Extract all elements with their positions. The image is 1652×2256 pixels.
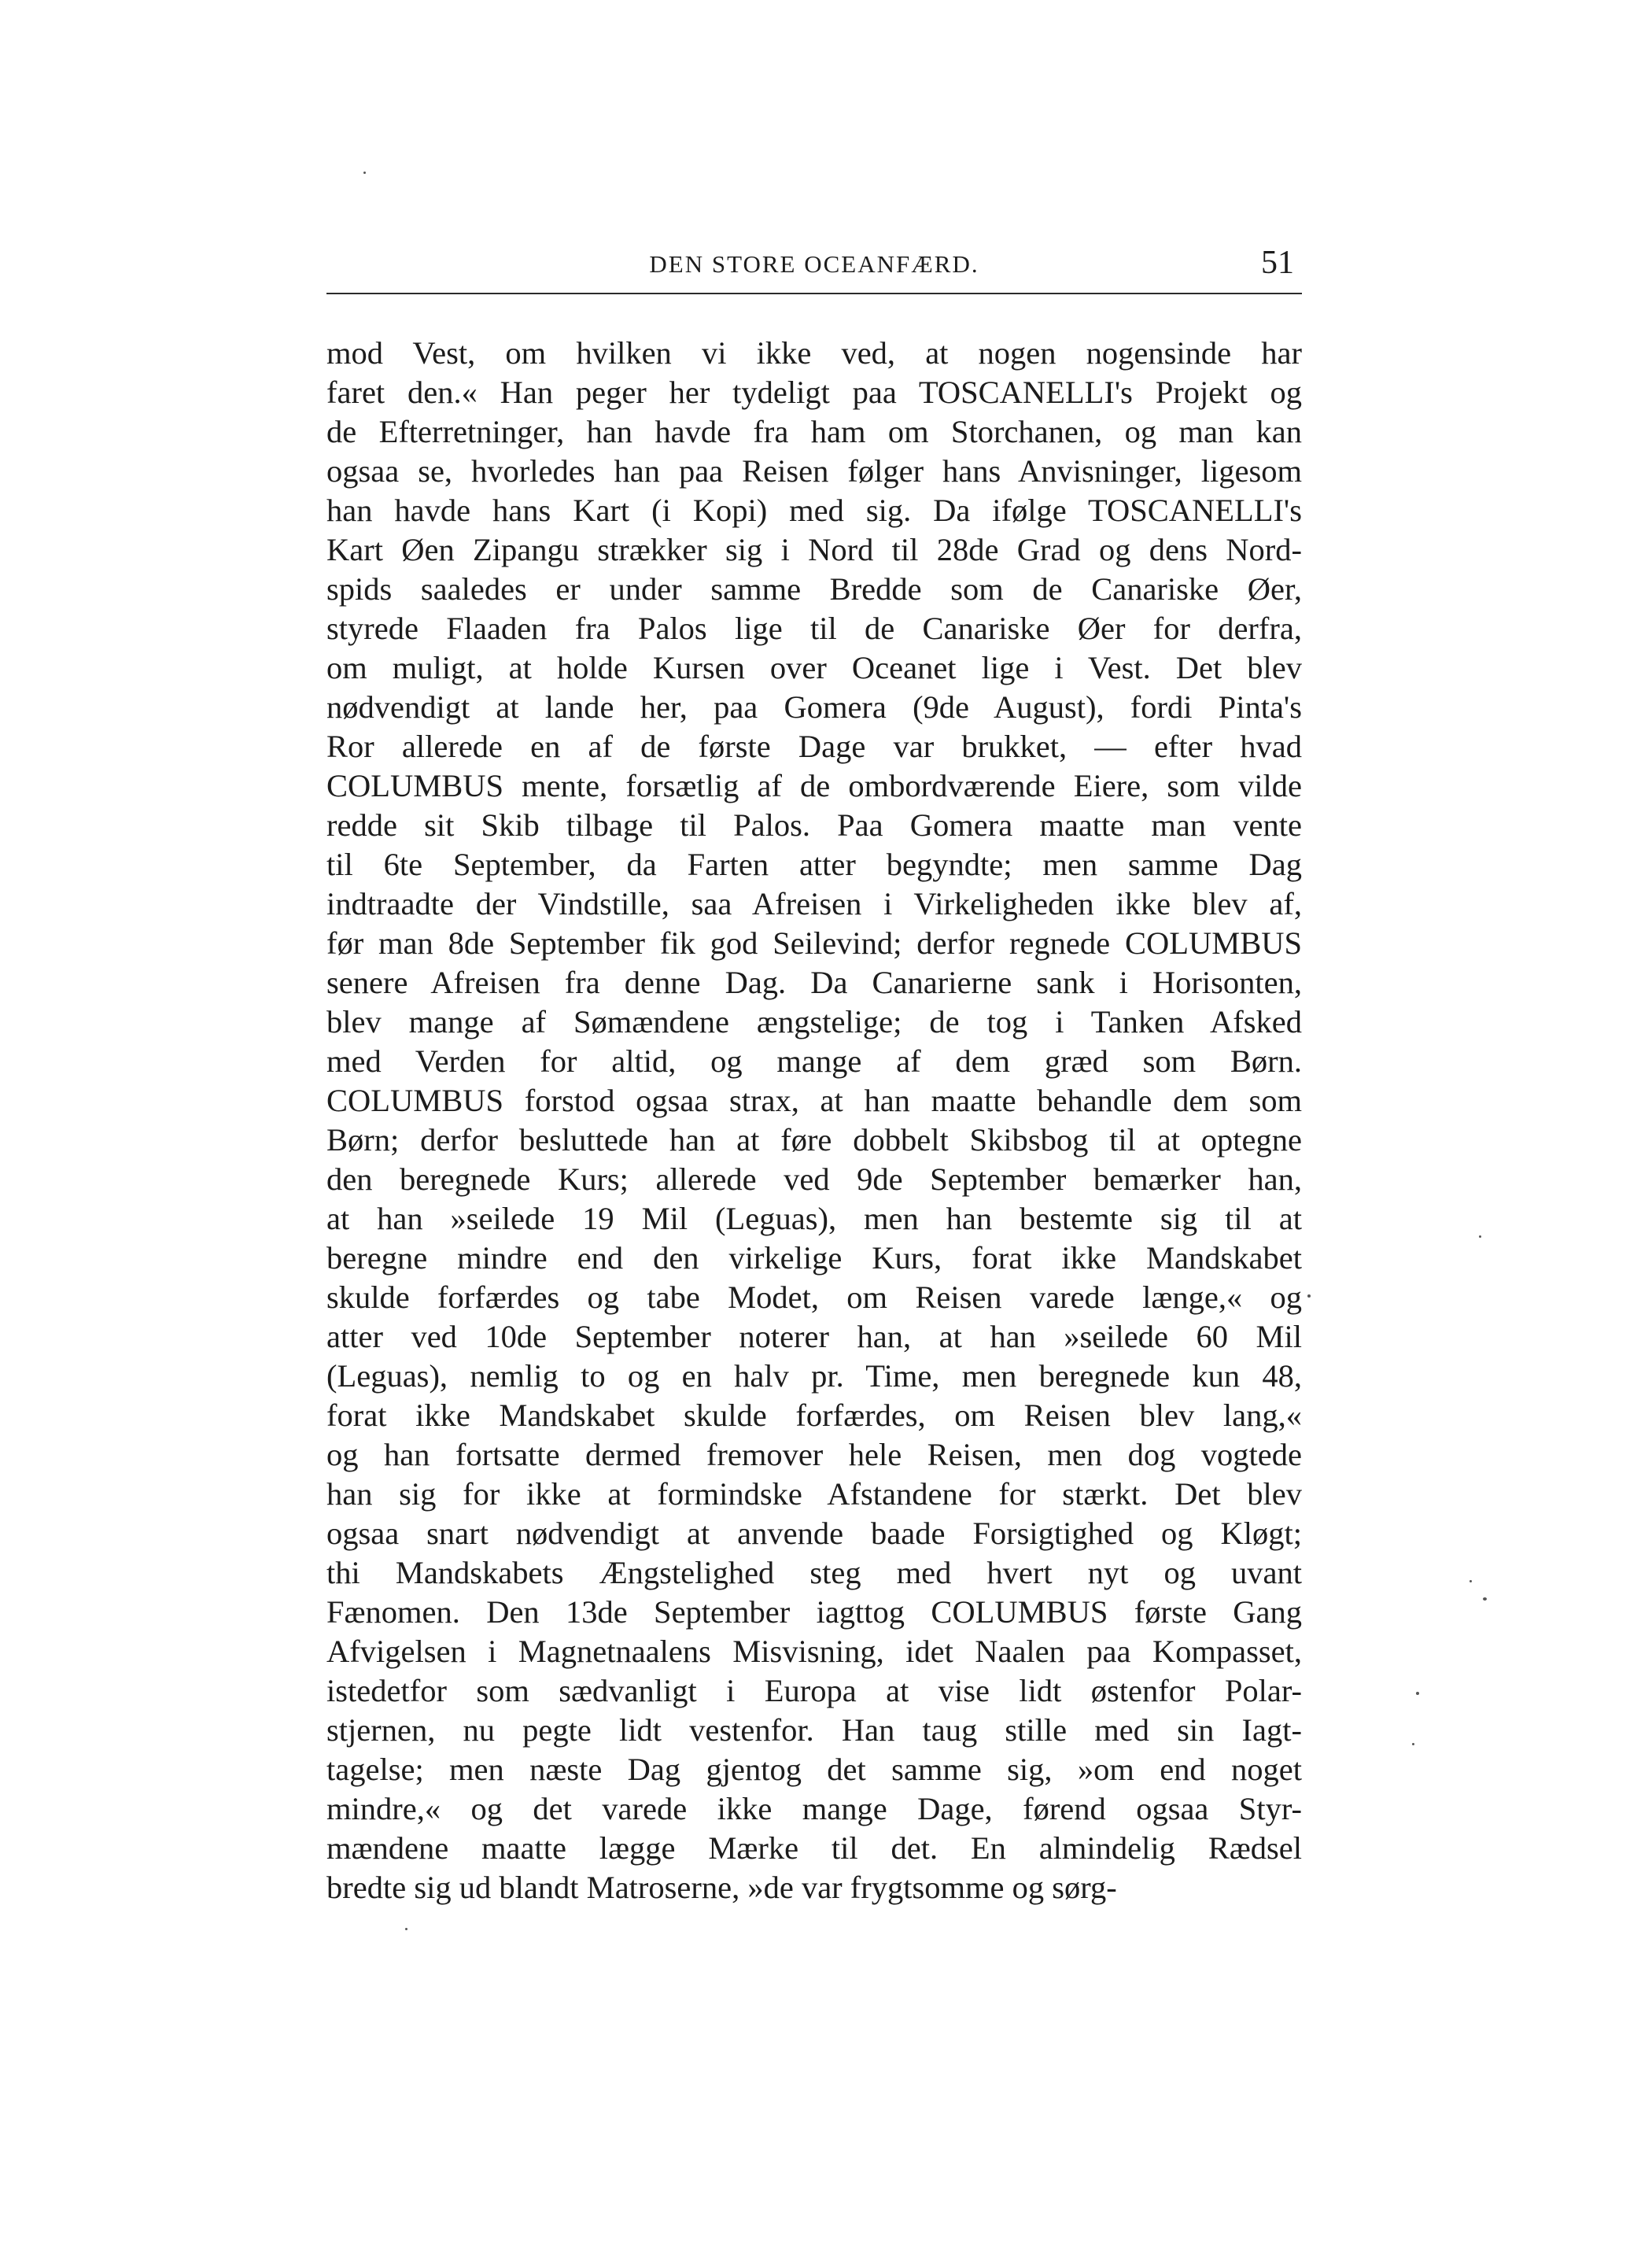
scan-speck [1469,1580,1472,1582]
text-line: mindre,« og det varede ikke mange Dage, førend ogsaa Styr- [326,1791,1302,1826]
scan-speck [1479,1235,1481,1238]
text-line: senere Afreisen fra denne Dag. Da Canarierne sank i Horisonten, [326,965,1302,1000]
page-number: 51 [1261,245,1294,281]
text-line: han sig for ikke at formindske Afstandene for stærkt. Det blev [326,1476,1302,1512]
text-line: med Verden for altid, og mange af dem græd som Børn. [326,1043,1302,1079]
scan-speck [405,1928,407,1930]
text-line: redde sit Skib tilbage til Palos. Paa Gomera maatte man vente [326,807,1302,843]
text-line: blev mange af Sømændene ængstelige; de tog i Tanken Afsked [326,1004,1302,1039]
text-line: ogsaa snart nødvendigt at anvende baade Forsigtighed og Kløgt; [326,1516,1302,1551]
text-line: istedetfor som sædvanligt i Europa at vise lidt østenfor Polar- [326,1673,1302,1708]
text-line: om muligt, at holde Kursen over Oceanet lige i Vest. Det blev [326,650,1302,685]
text-line: Afvigelsen i Magnetnaalens Misvisning, idet Naalen paa Kompasset, [326,1634,1302,1669]
text-line: thi Mandskabets Ængstelighed steg med hvert nyt og uvant [326,1555,1302,1590]
scan-speck [1416,1692,1419,1695]
text-line: Børn; derfor besluttede han at føre dobbelt Skibsbog til at optegne [326,1122,1302,1158]
text-line: Fænomen. Den 13de September iagttog COLUMBUS første Gang [326,1594,1302,1630]
text-line: nødvendigt at lande her, paa Gomera (9de August), fordi Pinta's [326,689,1302,725]
text-line: han havde hans Kart (i Kopi) med sig. Da ifølge TOSCANELLI's [326,493,1302,528]
text-line: at han »seilede 19 Mil (Leguas), men han bestemte sig til at [326,1201,1302,1236]
text-line: bredte sig ud blandt Matroserne, »de var frygtsomme og sørg- [326,1870,1117,1905]
text-line: den beregnede Kurs; allerede ved 9de September bemærker han, [326,1161,1302,1197]
text-line: Kart Øen Zipangu strækker sig i Nord til 28de Grad og dens Nord- [326,532,1302,567]
text-line: mod Vest, om hvilken vi ikke ved, at nogen nogensinde har [326,335,1302,371]
scan-speck [1483,1597,1487,1601]
running-head [326,244,1302,291]
text-line: skulde forfærdes og tabe Modet, om Reisen varede længe,« og [326,1279,1302,1315]
text-line: før man 8de September fik god Seilevind; derfor regnede COLUMBUS [326,925,1302,961]
text-line: spids saaledes er under samme Bredde som de Canariske Øer, [326,571,1302,607]
scan-speck [363,172,366,174]
header-rule [326,293,1302,294]
body-text [326,334,1302,1907]
text-line: styrede Flaaden fra Palos lige til de Canariske Øer for derfra, [326,611,1302,646]
scan-speck [1307,1294,1311,1298]
text-line: indtraadte der Vindstille, saa Afreisen i Virkeligheden ikke blev af, [326,886,1302,921]
text-line: til 6te September, da Farten atter begyndte; men samme Dag [326,847,1302,882]
text-line: (Leguas), nemlig to og en halv pr. Time, men beregnede kun 48, [326,1358,1302,1394]
text-line: stjernen, nu pegte lidt vestenfor. Han taug stille med sin Iagt- [326,1712,1302,1748]
text-line: de Efterretninger, han havde fra ham om Storchanen, og man kan [326,414,1302,449]
text-line: faret den.« Han peger her tydeligt paa TOSCANELLI's Projekt og [326,375,1302,410]
text-line: og han fortsatte dermed fremover hele Reisen, men dog vogtede [326,1437,1302,1472]
text-line: tagelse; men næste Dag gjentog det samme sig, »om end noget [326,1752,1302,1787]
running-title: DEN STORE OCEANFÆRD. [649,250,979,278]
text-line: COLUMBUS forstod ogsaa strax, at han maatte behandle dem som [326,1083,1302,1118]
text-line: COLUMBUS mente, forsætlig af de ombordværende Eiere, som vilde [326,768,1302,803]
text-line: forat ikke Mandskabet skulde forfærdes, om Reisen blev lang,« [326,1398,1302,1433]
text-line: ogsaa se, hvorledes han paa Reisen følger hans Anvisninger, ligesom [326,453,1302,489]
text-line: mændene maatte lægge Mærke til det. En almindelig Rædsel [326,1830,1302,1866]
text-line: beregne mindre end den virkelige Kurs, forat ikke Mandskabet [326,1240,1302,1276]
text-line: Ror allerede en af de første Dage var brukket, — efter hvad [326,729,1302,764]
text-line: atter ved 10de September noterer han, at han »seilede 60 Mil [326,1319,1302,1354]
scan-speck [1412,1743,1414,1745]
